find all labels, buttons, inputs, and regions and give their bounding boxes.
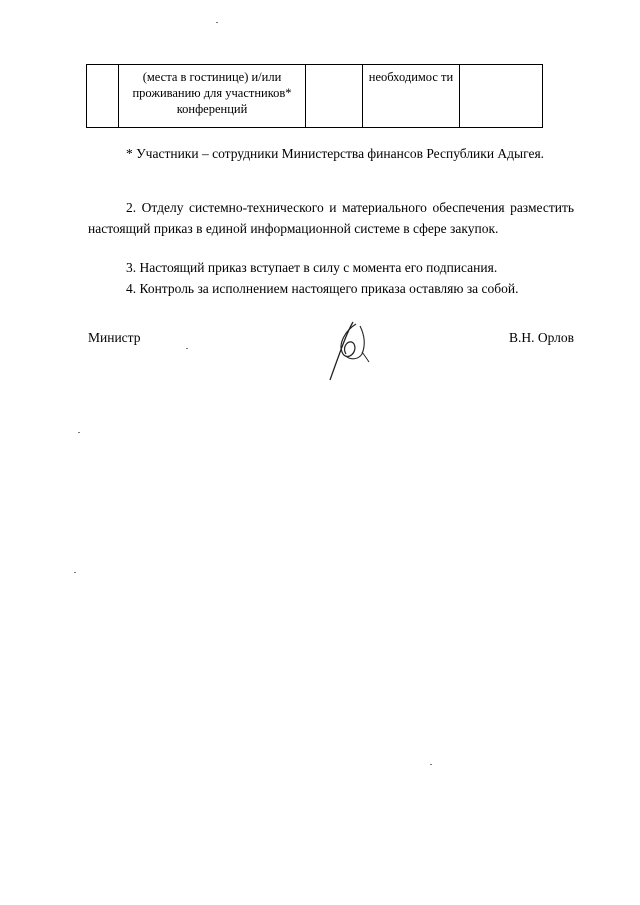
table-cell-description: (места в гостинице) и/или проживанию для участников* конференций bbox=[119, 65, 306, 128]
footnote: * Участники – сотрудники Министерства финансов Республики Адыгея. bbox=[126, 146, 545, 161]
signatory-name: В.Н. Орлов bbox=[508, 330, 574, 345]
table-cell-empty-last bbox=[460, 65, 543, 128]
table-cell-justification: необходимос ти bbox=[363, 65, 460, 128]
signatory-title: Министр bbox=[88, 330, 141, 345]
table-row bbox=[87, 65, 543, 128]
paragraph-3: 3. Настоящий приказ вступает в силу с момента его подписания. bbox=[126, 260, 498, 275]
handwritten-signature bbox=[326, 318, 372, 382]
table-cell-empty bbox=[306, 65, 363, 128]
paragraph-2: 2. Отделу системно-технического и материального обеспечения разместить настоящий приказ в единой информационной системе в сфере закупок. bbox=[88, 200, 574, 236]
budget-table-fragment bbox=[86, 64, 543, 128]
paragraph-4: 4. Контроль за исполнением настоящего приказа оставляю за собой. bbox=[126, 281, 519, 296]
table-cell-number bbox=[87, 65, 119, 128]
